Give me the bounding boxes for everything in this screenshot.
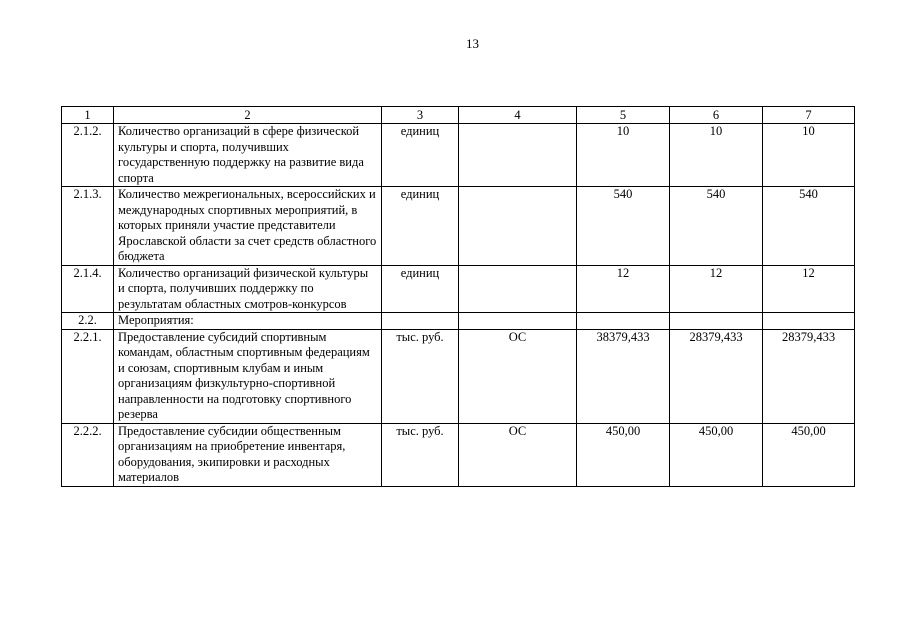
table-row — [62, 187, 855, 266]
column-header-6: 6 — [670, 107, 763, 124]
row-value-5: 12 — [577, 265, 670, 313]
table-row — [62, 265, 855, 313]
row-value-6 — [670, 313, 763, 330]
row-source — [459, 265, 577, 313]
row-number: 2.2. — [62, 313, 114, 330]
row-name: Предоставление субсидий спортивным командам, областным спортивным федерациям и союзам, спортивным клубам и иным организациям физкультурно-спортивной направленности на подготовку спортивного резерва — [114, 329, 382, 423]
row-number: 2.2.1. — [62, 329, 114, 423]
row-name: Количество межрегиональных, всероссийских и международных спортивных мероприятий, в которых приняли участие представители Ярославской области за счет средств областного бюджета — [114, 187, 382, 266]
table-row — [62, 313, 855, 330]
row-value-7: 450,00 — [763, 423, 855, 486]
table-row — [62, 329, 855, 423]
row-value-6: 12 — [670, 265, 763, 313]
row-unit: единиц — [382, 124, 459, 187]
row-number: 2.1.4. — [62, 265, 114, 313]
row-unit: тыс. руб. — [382, 329, 459, 423]
row-unit: единиц — [382, 187, 459, 266]
row-number: 2.1.2. — [62, 124, 114, 187]
row-unit: тыс. руб. — [382, 423, 459, 486]
indicators-table — [61, 106, 855, 487]
row-number: 2.1.3. — [62, 187, 114, 266]
row-value-7: 540 — [763, 187, 855, 266]
column-header-1: 1 — [62, 107, 114, 124]
column-header-4: 4 — [459, 107, 577, 124]
row-unit: единиц — [382, 265, 459, 313]
row-unit — [382, 313, 459, 330]
row-source — [459, 313, 577, 330]
row-value-6: 28379,433 — [670, 329, 763, 423]
table-row — [62, 423, 855, 486]
row-name: Количество организаций физической культуры и спорта, получивших поддержку по результатам областных смотров-конкурсов — [114, 265, 382, 313]
row-source — [459, 124, 577, 187]
column-header-3: 3 — [382, 107, 459, 124]
column-header-2: 2 — [114, 107, 382, 124]
row-value-7: 28379,433 — [763, 329, 855, 423]
column-header-5: 5 — [577, 107, 670, 124]
row-value-5: 540 — [577, 187, 670, 266]
header-row — [62, 107, 855, 124]
row-source: ОС — [459, 423, 577, 486]
row-value-5: 38379,433 — [577, 329, 670, 423]
row-name: Предоставление субсидии общественным организациям на приобретение инвентаря, оборудования, экипировки и расходных материалов — [114, 423, 382, 486]
row-value-5: 10 — [577, 124, 670, 187]
row-name: Мероприятия: — [114, 313, 382, 330]
row-value-7: 12 — [763, 265, 855, 313]
page-number: 13 — [466, 36, 479, 51]
row-value-5 — [577, 313, 670, 330]
row-number: 2.2.2. — [62, 423, 114, 486]
row-value-7 — [763, 313, 855, 330]
row-value-6: 10 — [670, 124, 763, 187]
row-value-6: 450,00 — [670, 423, 763, 486]
row-name: Количество организаций в сфере физической культуры и спорта, получивших государственную поддержку на развитие вида спорта — [114, 124, 382, 187]
row-value-5: 450,00 — [577, 423, 670, 486]
row-source: ОС — [459, 329, 577, 423]
row-value-7: 10 — [763, 124, 855, 187]
column-header-7: 7 — [763, 107, 855, 124]
table-row — [62, 124, 855, 187]
row-source — [459, 187, 577, 266]
row-value-6: 540 — [670, 187, 763, 266]
